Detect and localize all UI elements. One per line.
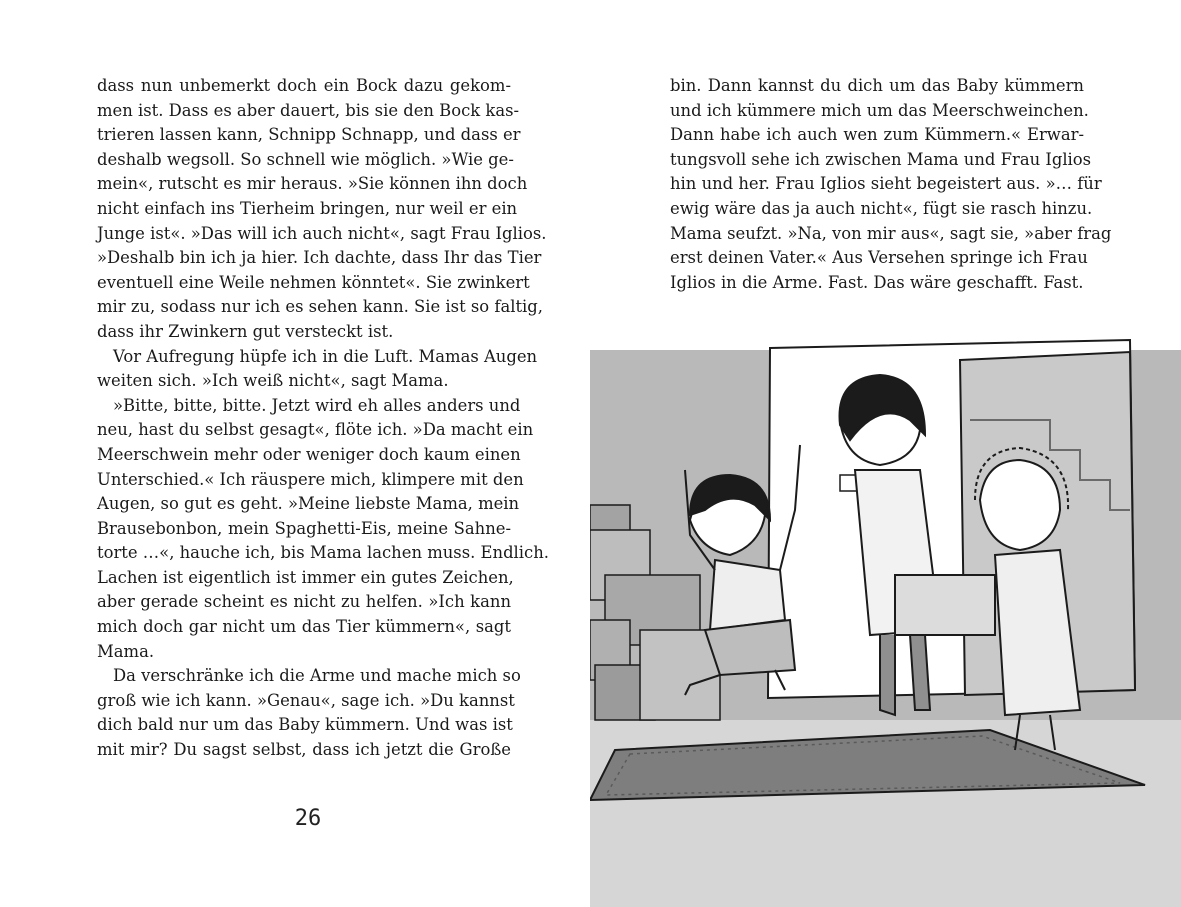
text-line: groß wie ich kann. »Genau«, sage ich. »Du kannst xyxy=(97,690,515,710)
text-line: Iglios in die Arme. Fast. Das wäre geschafft. Fast. xyxy=(670,272,1084,292)
text-line: deshalb wegsoll. So schnell wie möglich. »Wie ge- xyxy=(97,149,514,169)
illustration xyxy=(590,330,1181,907)
text-line: und ich kümmere mich um das Meerschweinchen. xyxy=(670,100,1089,120)
text-line: eventuell eine Weile nehmen könntet«. Sie zwinkert xyxy=(97,272,530,292)
text-line: Brausebonbon, mein Spaghetti-Eis, meine Sahne- xyxy=(97,518,511,538)
text-line: Augen, so gut es geht. »Meine liebste Mama, mein xyxy=(97,494,520,514)
text-line: tungsvoll sehe ich zwischen Mama und Frau Iglios xyxy=(670,149,1092,169)
right-page xyxy=(590,0,1181,907)
text-line: Unterschied.« Ich räuspere mich, klimpere mit den xyxy=(97,469,524,489)
text-line: neu, hast du selbst gesagt«, flöte ich. »Da macht ein xyxy=(97,420,534,440)
text-line: mir zu, sodass nur ich es sehen kann. Sie ist so faltig, xyxy=(97,297,543,317)
text-line: Mama. xyxy=(97,641,155,661)
text-line: hin und her. Frau Iglios sieht begeistert aus. »… für xyxy=(670,174,1102,194)
text-line: bin. Dann kannst du dich um das Baby kümmern xyxy=(670,76,1084,95)
text-line: mich doch gar nicht um das Tier kümmern«, sagt xyxy=(97,617,511,637)
text-line: Junge ist«. »Das will ich auch nicht«, sagt Frau Iglios. xyxy=(97,223,547,243)
text-line: dass nun unbemerkt doch ein Bock dazu gekom- xyxy=(97,76,511,95)
text-line: »Bitte, bitte, bitte. Jetzt wird eh alles anders und xyxy=(113,395,521,415)
text-line: Lachen ist eigentlich ist immer ein gutes Zeichen, xyxy=(97,567,514,587)
text-line: ewig wäre das ja auch nicht«, fügt sie rasch hinzu. xyxy=(670,198,1093,218)
text-line: dich bald nur um das Baby kümmern. Und was ist xyxy=(97,715,513,735)
left-page-text xyxy=(97,74,549,763)
text-line: Mama seufzt. »Na, von mir aus«, sagt sie, »aber frag xyxy=(670,223,1112,243)
text-line: men ist. Dass es aber dauert, bis sie den Bock kas- xyxy=(97,100,520,120)
text-line: Da verschränke ich die Arme und mache mich so xyxy=(113,666,521,686)
text-line: Meerschwein mehr oder weniger doch kaum einen xyxy=(97,444,521,464)
text-line: Dann habe ich auch wen zum Kümmern.« Erwar- xyxy=(670,125,1084,145)
text-line: trieren lassen kann, Schnipp Schnapp, und dass er xyxy=(97,125,521,145)
text-line: aber gerade scheint es nicht zu helfen. »Ich kann xyxy=(97,592,511,612)
text-line: torte …«, hauche ich, bis Mama lachen muss. Endlich. xyxy=(97,543,549,563)
text-line: Vor Aufregung hüpfe ich in die Luft. Mamas Augen xyxy=(113,346,538,366)
text-line: mein«, rutscht es mir heraus. »Sie können ihn doch xyxy=(97,174,528,194)
right-page-text xyxy=(670,74,1112,295)
text-line: »Deshalb bin ich ja hier. Ich dachte, dass Ihr das Tier xyxy=(97,248,542,268)
text-line: weiten sich. »Ich weiß nicht«, sagt Mama. xyxy=(97,371,449,391)
text-line: dass ihr Zwinkern gut versteckt ist. xyxy=(97,321,394,341)
page-number: 26 xyxy=(294,806,322,831)
text-line: mit mir? Du sagst selbst, dass ich jetzt die Große xyxy=(97,740,511,760)
text-line: erst deinen Vater.« Aus Versehen springe ich Frau xyxy=(670,248,1088,268)
left-page xyxy=(0,0,590,907)
cardboard-box xyxy=(895,575,995,635)
text-line: nicht einfach ins Tierheim bringen, nur weil er ein xyxy=(97,198,518,218)
